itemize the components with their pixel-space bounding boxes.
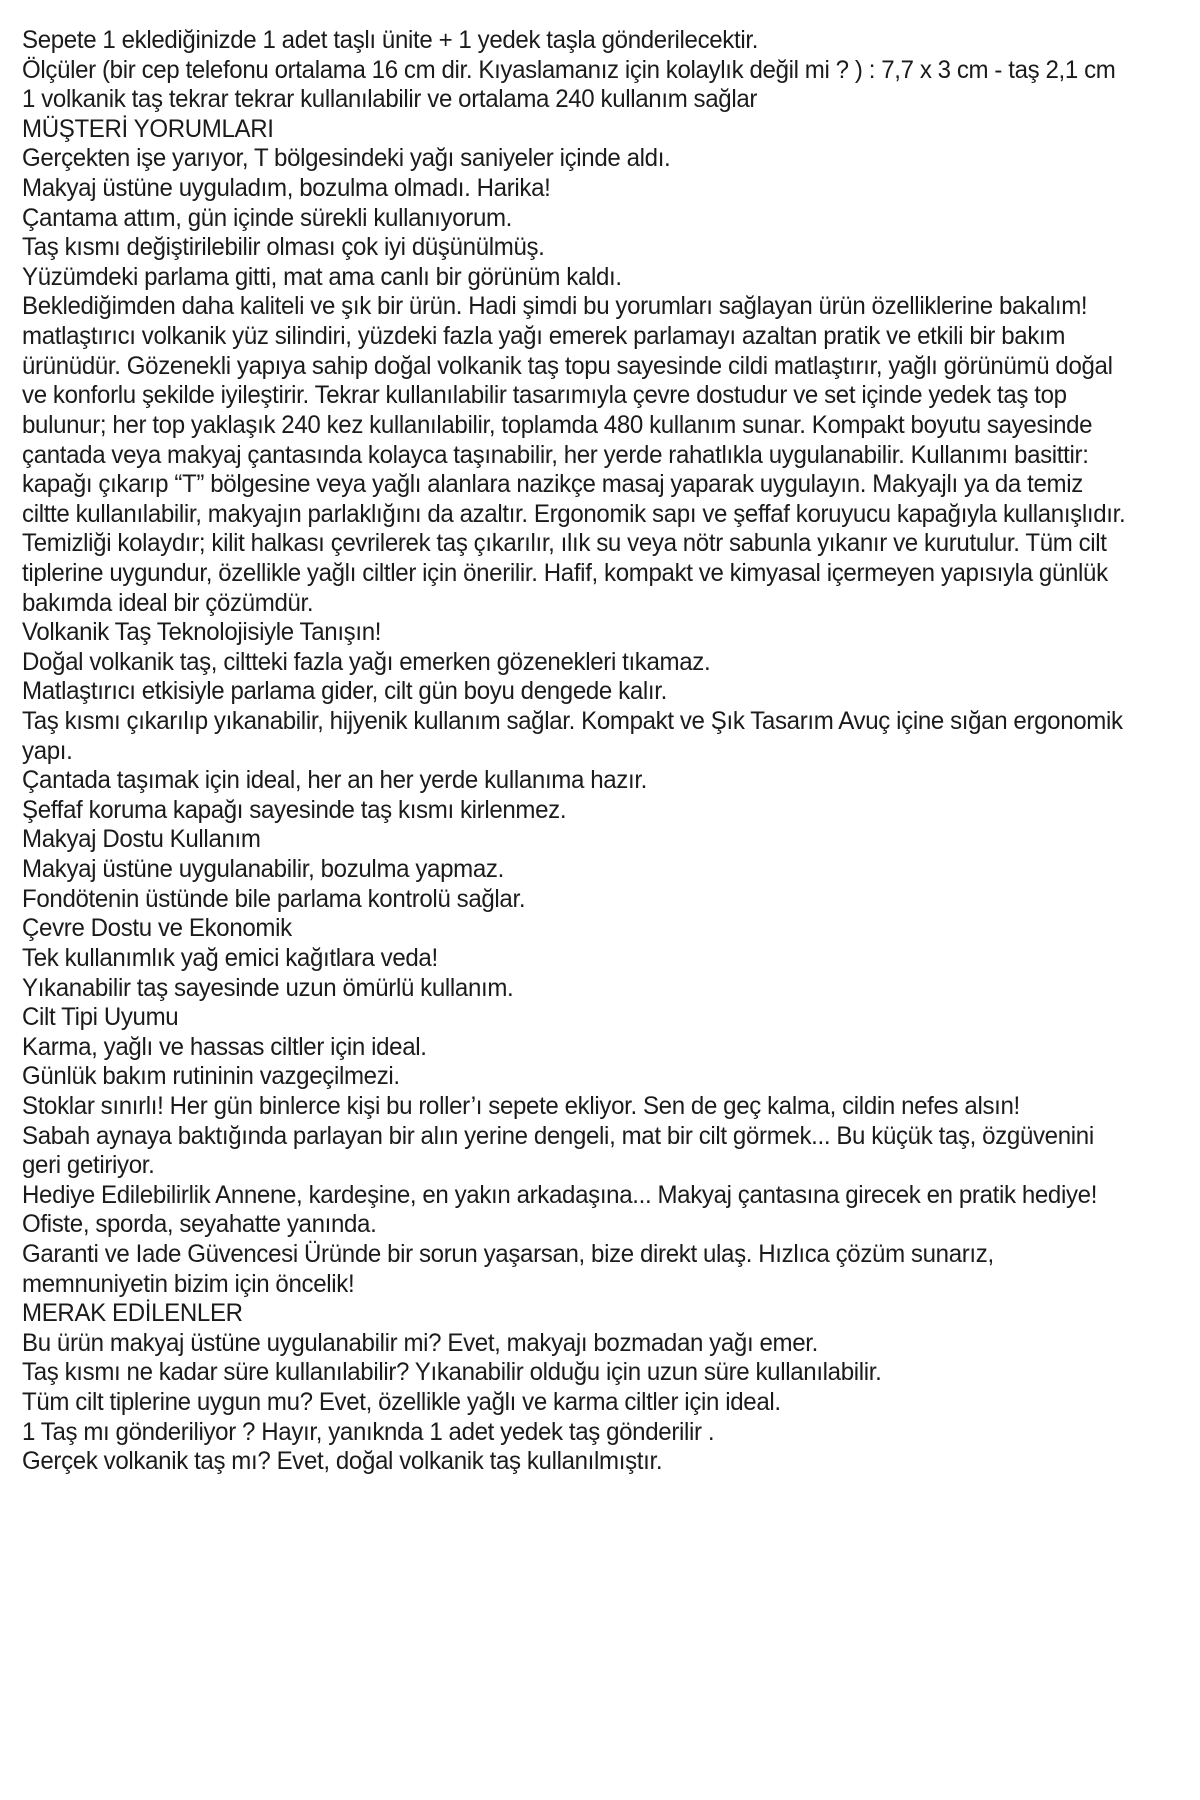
text-block: MÜŞTERİ YORUMLARI (22, 114, 274, 143)
text-block: Taş kısmı çıkarılıp yıkanabilir, hijyenik kullanım sağlar. Kompakt ve Şık Tasarım Avuç içine sığan ergonomik yapı. (22, 707, 1123, 765)
text-block: Taş kısmı ne kadar süre kullanılabilir? Yıkanabilir olduğu için uzun süre kullanılabilir. (22, 1358, 882, 1387)
text-block: Sabah aynaya baktığında parlayan bir alın yerine dengeli, mat bir cilt görmek... Bu küçük taş, özgüvenini geri getiriyor. (22, 1121, 1094, 1180)
text-block: Fondötenin üstünde bile parlama kontrolü sağlar. (22, 884, 526, 913)
text-block: Garanti ve Iade Güvencesi Üründe bir sorun yaşarsan, bize direkt ulaş. Hızlıca çözüm sunarız, memnuniyetin bizim için öncelik! (22, 1239, 994, 1298)
text-block: 1 Taş mı gönderiliyor ? Hayır, yanıknda 1 adet yedek taş gönderilir . (22, 1417, 715, 1446)
text-block: Doğal volkanik taş, ciltteki fazla yağı emerken gözenekleri tıkamaz. (22, 647, 711, 676)
text-block: MERAK EDİLENLER (22, 1299, 243, 1328)
text-block: Şeffaf koruma kapağı sayesinde taş kısmı kirlenmez. (22, 795, 567, 824)
text-block: matlaştırıcı volkanik yüz silindiri, yüzdeki fazla yağı emerek parlamayı azaltan pratik ve etkili bir bakım ürünüdür. Gözenekli yapıya sahip doğal volkanik taş topu sayesinde cildi matlaştırır, yağlı görünümü doğal ve konforlu şekilde iyileştirir. Tekrar kullanılabilir tasarımıyla çevre dostudur ve set içinde yedek taş top bulunur; her top yaklaşık 240 kez kullanılabilir, toplamda 480 kullanım sunar. Kompakt boyutu sayesinde çantada veya makyaj çantasında kolayca taşınabilir, her yerde rahatlıkla uygulanabilir. Kullanımı basittir: kapağı çıkarıp “T” bölgesine veya yağlı alanlara nazikçe masaj yaparak uygulayın. Makyajlı ya da temiz ciltte kullanılabilir, makyajın parlaklığını da azaltır. Ergonomik sapı ve şeffaf koruyucu kapağıyla kullanışlıdır. Temizliği kolaydır; kilit halkası çevrilerek taş çıkarılır, ılık su veya nötr sabunla yıkanır ve kurutulur. Tüm cilt tiplerine uygundur, özellikle yağlı ciltler için önerilir. Hafif, kompakt ve kimyasal içermeyen yapısıyla günlük bakımda ideal bir çözümdür. (22, 322, 1126, 617)
text-block: Karma, yağlı ve hassas ciltler için ideal. (22, 1032, 427, 1061)
text-block: 1 volkanik taş tekrar tekrar kullanılabilir ve ortalama 240 kullanım sağlar (22, 85, 758, 114)
text-block: Sepete 1 eklediğinizde 1 adet taşlı ünite + 1 yedek taşla gönderilecektir. (22, 26, 759, 54)
text-block: Taş kısmı değiştirilebilir olması çok iyi düşünülmüş. (22, 233, 545, 262)
text-block: Makyaj üstüne uyguladım, bozulma olmadı. Harika! (22, 174, 551, 203)
text-block: Beklediğimden daha kaliteli ve şık bir ürün. Hadi şimdi bu yorumları sağlayan ürün özelliklerine bakalım! (22, 292, 1088, 321)
text-block: Matlaştırıcı etkisiyle parlama gider, cilt gün boyu dengede kalır. (22, 677, 667, 706)
text-block: Çantama attım, gün içinde sürekli kullanıyorum. (22, 203, 513, 232)
text-block: Stoklar sınırlı! Her gün binlerce kişi bu roller’ı sepete ekliyor. Sen de geç kalma, cildin nefes alsın! (22, 1091, 1020, 1120)
text-block: Volkanik Taş Teknolojisiyle Tanışın! (22, 618, 382, 647)
text-block: Makyaj üstüne uygulanabilir, bozulma yapmaz. (22, 855, 504, 884)
text-block: Hediye Edilebilirlik Annene, kardeşine, en yakın arkadaşına... Makyaj çantasına girecek en pratik hediye! Ofiste, sporda, seyahatte yanında. (22, 1180, 1098, 1239)
text-block: Cilt Tipi Uyumu (22, 1003, 179, 1032)
text-block: Yüzümdeki parlama gitti, mat ama canlı bir görünüm kaldı. (22, 262, 622, 291)
text-block: Ölçüler (bir cep telefonu ortalama 16 cm dir. Kıyaslamanız için kolaylık değil mi ? ) : 7,7 x 3 cm - taş 2,1 cm (22, 55, 1116, 84)
text-block: Yıkanabilir taş sayesinde uzun ömürlü kullanım. (22, 973, 514, 1002)
product-description-text (22, 26, 1135, 1477)
text-block: Tek kullanımlık yağ emici kağıtlara veda! (22, 943, 438, 972)
text-block: Bu ürün makyaj üstüne uygulanabilir mi? Evet, makyajı bozmadan yağı emer. (22, 1328, 818, 1357)
text-block: Gerçek volkanik taş mı? Evet, doğal volkanik taş kullanılmıştır. (22, 1447, 663, 1476)
text-block: Tüm cilt tiplerine uygun mu? Evet, özellikle yağlı ve karma ciltler için ideal. (22, 1388, 781, 1417)
text-block: Çevre Dostu ve Ekonomik (22, 914, 292, 943)
text-block: Günlük bakım rutininin vazgeçilmezi. (22, 1062, 400, 1091)
text-block: Makyaj Dostu Kullanım (22, 825, 261, 854)
text-block: Gerçekten işe yarıyor, T bölgesindeki yağı saniyeler içinde aldı. (22, 144, 671, 173)
text-block: Çantada taşımak için ideal, her an her yerde kullanıma hazır. (22, 766, 648, 795)
